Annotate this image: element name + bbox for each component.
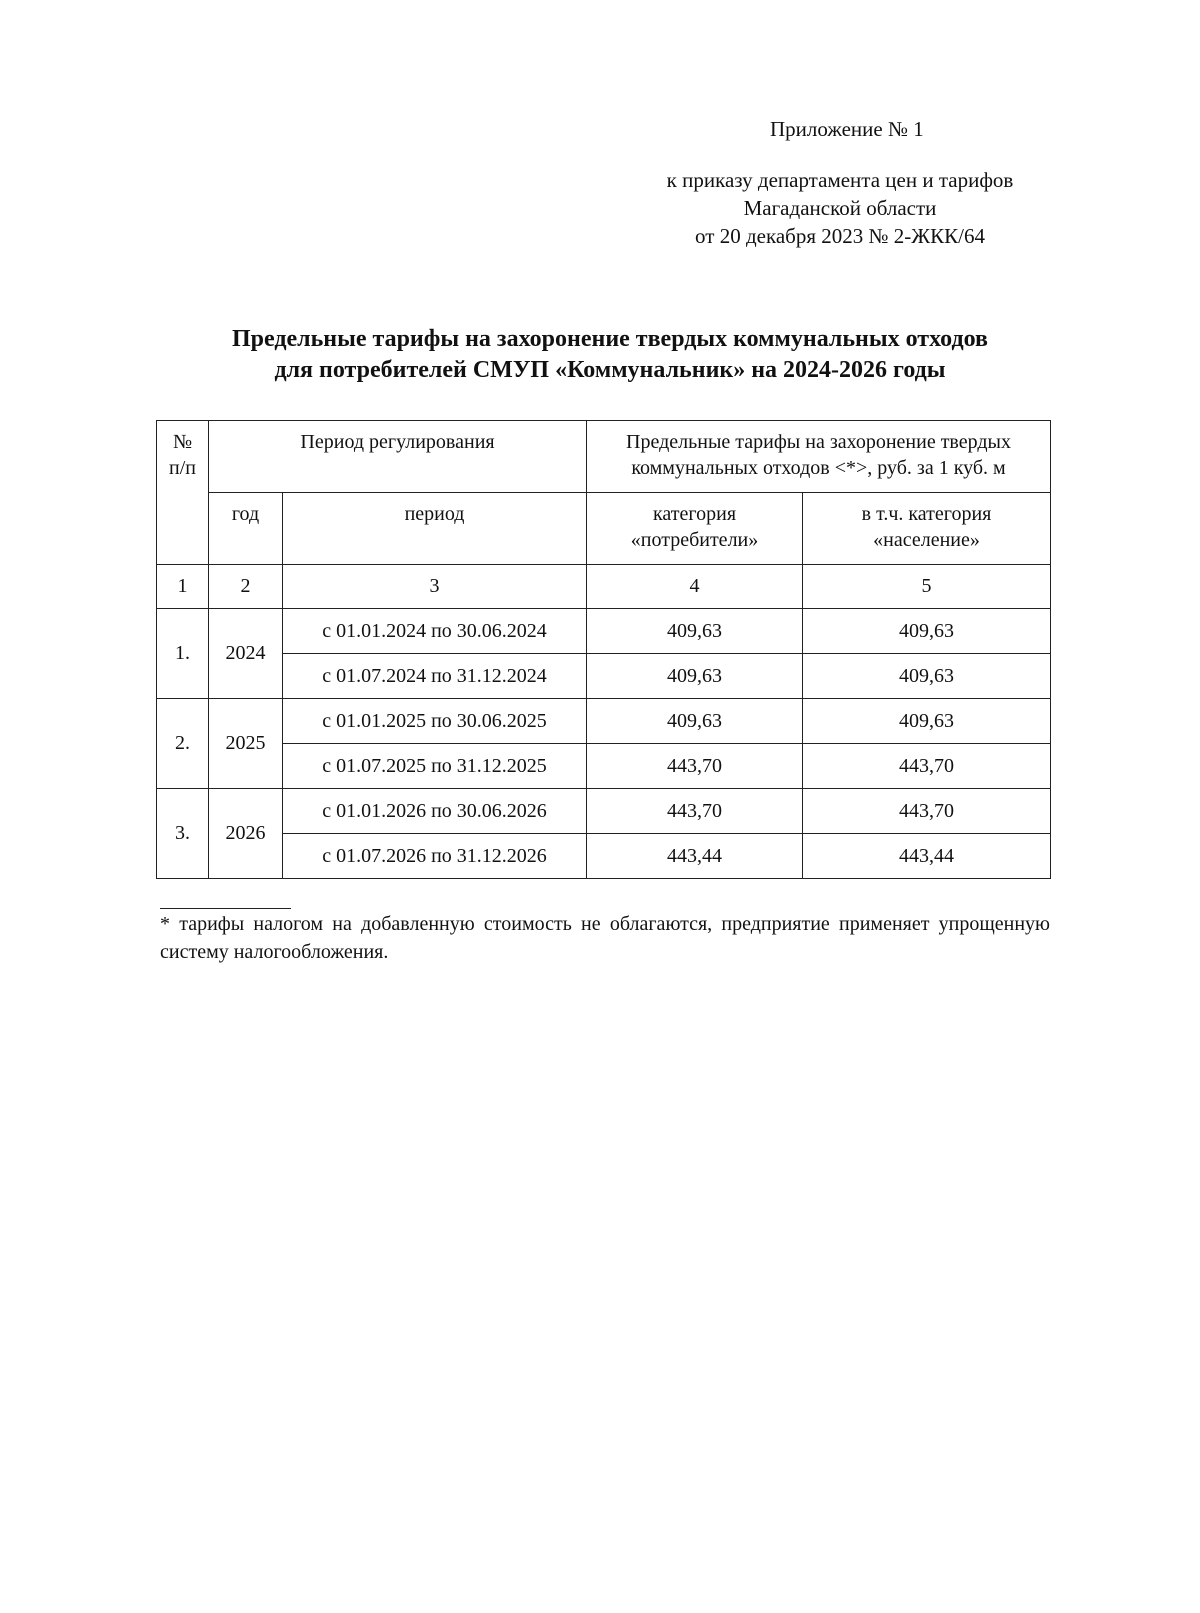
- row-period: с 01.07.2025 по 31.12.2025: [283, 744, 587, 789]
- row-year: 2026: [209, 789, 283, 879]
- row-consumers-tariff: 443,44: [587, 834, 803, 879]
- order-reference-line1: к приказу департамента цен и тарифов: [666, 168, 1014, 192]
- col-tariff-group-header-l1: Предельные тарифы на захоронение твердых: [626, 431, 1011, 453]
- table-row: [157, 609, 1051, 654]
- row-number: 1.: [157, 609, 209, 699]
- row-consumers-tariff: 409,63: [587, 654, 803, 699]
- row-population-tariff: 409,63: [803, 654, 1051, 699]
- col-population-header: [803, 493, 1051, 565]
- col-number-header-l1: №: [172, 431, 193, 453]
- table-header-row: [157, 421, 1051, 493]
- annex-label: Приложение № 1: [770, 117, 924, 141]
- column-index: 5: [803, 565, 1051, 609]
- document-title: [150, 324, 1070, 386]
- row-population-tariff: 443,44: [803, 834, 1051, 879]
- order-reference-line3: от 20 декабря 2023 № 2-ЖКК/64: [695, 224, 985, 248]
- col-consumers-header-l2: «потребители»: [630, 529, 759, 551]
- row-year: 2025: [209, 699, 283, 789]
- row-period: с 01.01.2026 по 30.06.2026: [283, 789, 587, 834]
- row-consumers-tariff: 443,70: [587, 789, 803, 834]
- row-number: 2.: [157, 699, 209, 789]
- column-index: 4: [587, 565, 803, 609]
- footnote-separator: [160, 908, 291, 909]
- order-reference-line2: Магаданской области: [743, 196, 937, 220]
- title-line2: для потребителей СМУП «Коммунальник» на 2024-2026 годы: [274, 357, 946, 383]
- col-period-header: период: [283, 493, 587, 565]
- row-period: с 01.07.2026 по 31.12.2026: [283, 834, 587, 879]
- col-year-header: год: [209, 493, 283, 565]
- row-period: с 01.01.2025 по 30.06.2025: [283, 699, 587, 744]
- col-consumers-header-l1: категория: [653, 503, 737, 525]
- col-number-header: [157, 421, 209, 565]
- table-row: [157, 789, 1051, 834]
- row-population-tariff: 443,70: [803, 789, 1051, 834]
- col-period-group-header: Период регулирования: [209, 421, 587, 493]
- row-period: с 01.07.2024 по 31.12.2024: [283, 654, 587, 699]
- col-tariff-group-header-l2: коммунальных отходов <*>, руб. за 1 куб. м: [631, 457, 1006, 479]
- column-index: 2: [209, 565, 283, 609]
- row-consumers-tariff: 409,63: [587, 699, 803, 744]
- col-tariff-group-header: [587, 421, 1051, 493]
- table-row: [157, 744, 1051, 789]
- table-row: [157, 834, 1051, 879]
- table-row: [157, 654, 1051, 699]
- row-consumers-tariff: 443,70: [587, 744, 803, 789]
- col-number-header-l2: п/п: [169, 457, 196, 479]
- footnote: * тарифы налогом на добавленную стоимость не облагаются, предприятие применяет упрощенную систему налогообложения.: [160, 913, 1050, 963]
- tariffs-table: [156, 420, 1051, 879]
- column-index-row: [157, 565, 1051, 609]
- row-population-tariff: 409,63: [803, 609, 1051, 654]
- row-year: 2024: [209, 609, 283, 699]
- table-subheader-row: [157, 493, 1051, 565]
- row-period: с 01.01.2024 по 30.06.2024: [283, 609, 587, 654]
- col-population-header-l2: «население»: [873, 529, 980, 551]
- row-population-tariff: 443,70: [803, 744, 1051, 789]
- row-population-tariff: 409,63: [803, 699, 1051, 744]
- order-reference: [600, 166, 1080, 250]
- table-row: [157, 699, 1051, 744]
- title-line1: Предельные тарифы на захоронение твердых коммунальных отходов: [231, 326, 988, 352]
- column-index: 1: [157, 565, 209, 609]
- col-consumers-header: [587, 493, 803, 565]
- row-number: 3.: [157, 789, 209, 879]
- column-index: 3: [283, 565, 587, 609]
- row-consumers-tariff: 409,63: [587, 609, 803, 654]
- col-population-header-l1: в т.ч. категория: [861, 503, 992, 525]
